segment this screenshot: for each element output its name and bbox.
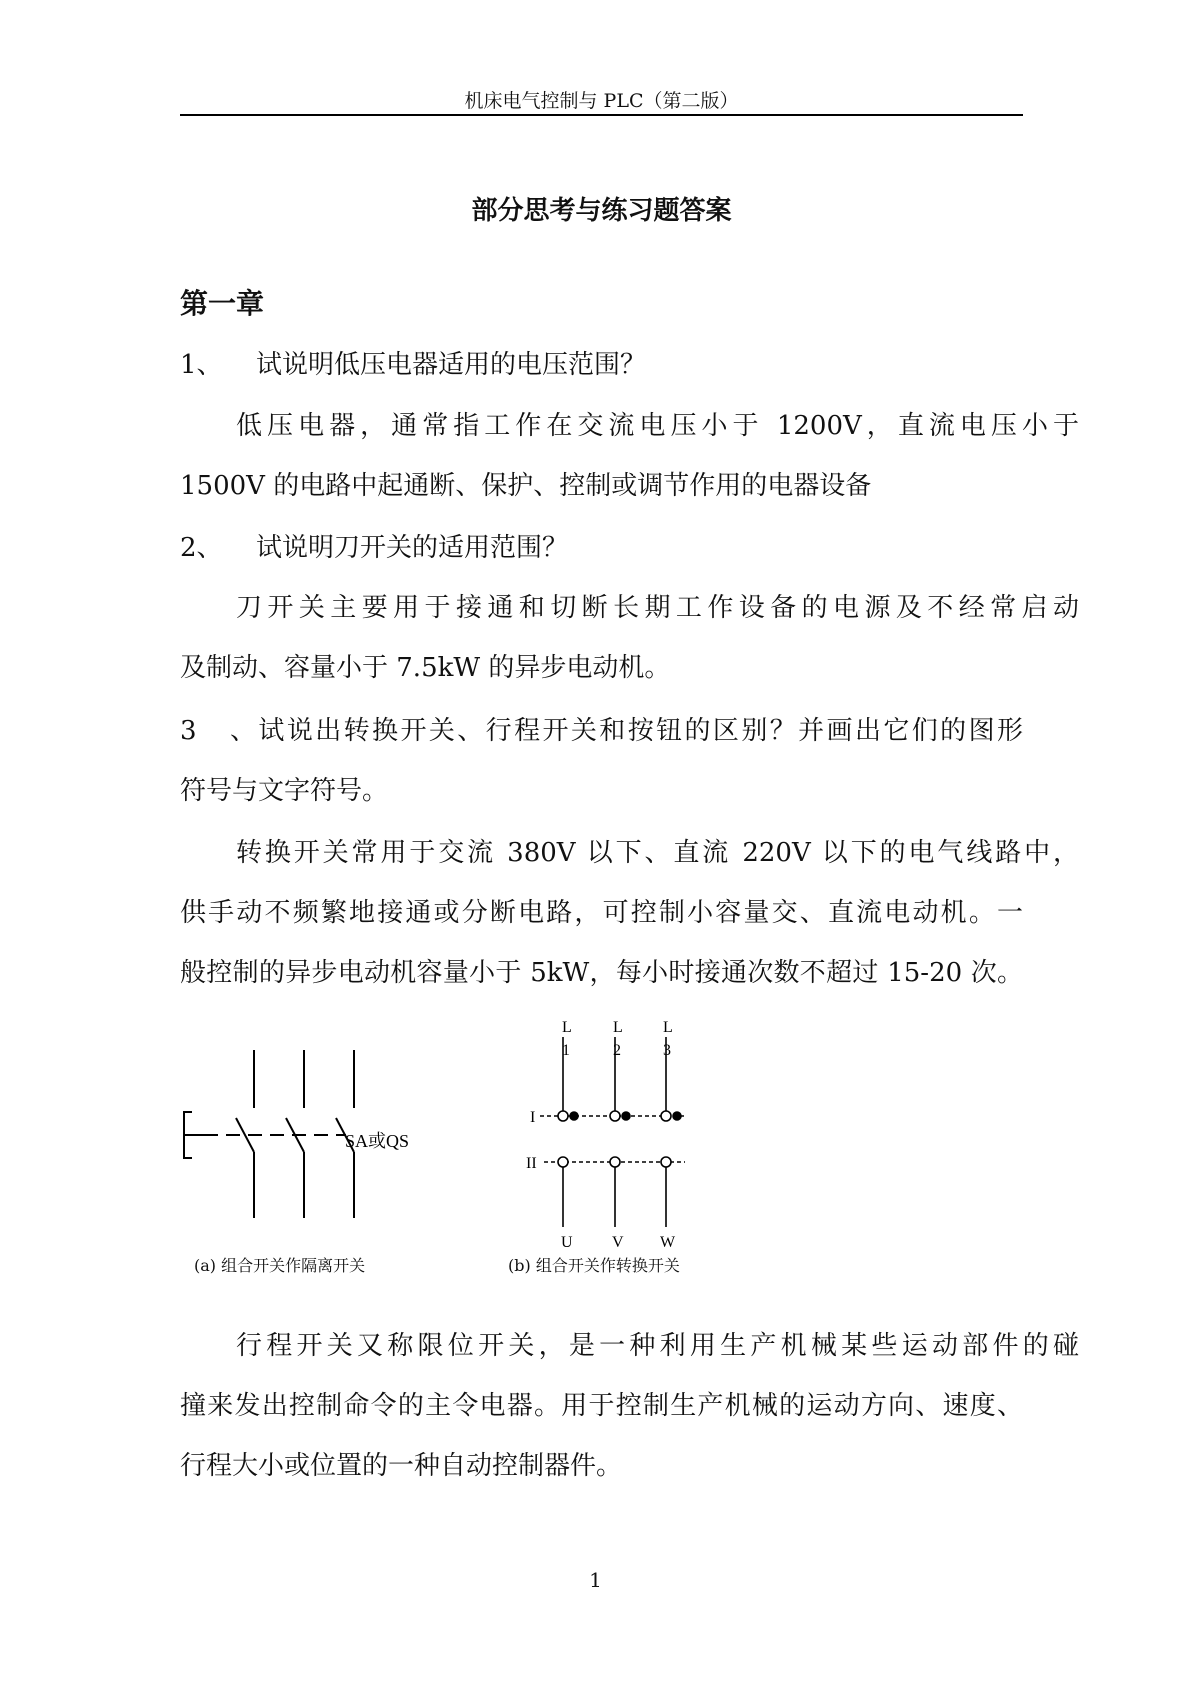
position-label-2: II: [526, 1155, 537, 1172]
page-number: 1: [589, 1568, 602, 1592]
terminal-sub-3: 3: [663, 1042, 671, 1059]
question-number: 3、: [180, 716, 256, 746]
answer-2-line-1: 刀开关主要用于接通和切断长期工作设备的电源及不经常启动: [236, 593, 1079, 623]
answer-3b-line-3: 行程大小或位置的一种自动控制器件。: [180, 1451, 623, 1481]
question-3-line-2: 符号与文字符号。: [180, 776, 389, 806]
figure-b-changeover-switch-diagram: [520, 1015, 710, 1250]
chapter-heading: 第一章: [180, 287, 265, 320]
terminal-sub-1: 1: [562, 1042, 570, 1059]
question-text: 试说出转换开关、行程开关和按钮的区别？并画出它们的图形: [256, 716, 1023, 746]
answer-3-line-2: 供手动不频繁地接通或分断电路，可控制小容量交、直流电动机。一: [180, 898, 1023, 928]
output-label-w: W: [660, 1234, 676, 1250]
question-number: 1、: [180, 350, 223, 380]
running-header: 机床电气控制与 PLC（第二版）: [464, 90, 739, 112]
header-rule: [180, 114, 1023, 116]
document-title: 部分思考与练习题答案: [471, 196, 732, 226]
output-label-u: U: [561, 1234, 573, 1250]
question-2: [180, 532, 1023, 564]
answer-3b-line-2: 撞来发出控制命令的主令电器。用于控制生产机械的运动方向、速度、: [180, 1391, 1023, 1421]
switch-symbol-label: SA或QS: [345, 1131, 410, 1151]
figure-a-caption: (a) 组合开关作隔离开关: [194, 1256, 366, 1275]
figure-a-isolating-switch-diagram: [180, 1040, 440, 1240]
answer-3-line-1: 转换开关常用于交流 380V 以下、直流 220V 以下的电气线路中，: [236, 838, 1079, 868]
terminal-label-l1: L: [562, 1019, 572, 1036]
answer-3b-line-1: 行程开关又称限位开关，是一种利用生产机械某些运动部件的碰: [236, 1331, 1079, 1361]
output-label-v: V: [612, 1234, 624, 1250]
question-1: [180, 349, 1023, 381]
answer-3-line-3: 般控制的异步电动机容量小于 5kW，每小时接通次数不超过 15-20 次。: [180, 958, 1023, 988]
position-label-1: I: [530, 1109, 536, 1126]
question-text: 试说明刀开关的适用范围？: [256, 533, 569, 563]
terminal-label-l3: L: [663, 1019, 673, 1036]
answer-2-line-2: 及制动、容量小于 7.5kW 的异步电动机。: [180, 653, 671, 683]
question-text: 试说明低压电器适用的电压范围？: [256, 350, 647, 380]
answer-1-line-2: 1500V 的电路中起通断、保护、控制或调节作用的电器设备: [180, 471, 872, 501]
terminal-sub-2: 2: [613, 1042, 621, 1059]
question-3: [180, 715, 1023, 747]
answer-1-line-1: 低压电器，通常指工作在交流电压小于 1200V，直流电压小于: [236, 411, 1079, 441]
question-number: 2、: [180, 533, 223, 563]
figure-b-caption: (b) 组合开关作转换开关: [508, 1256, 680, 1275]
terminal-label-l2: L: [613, 1019, 623, 1036]
